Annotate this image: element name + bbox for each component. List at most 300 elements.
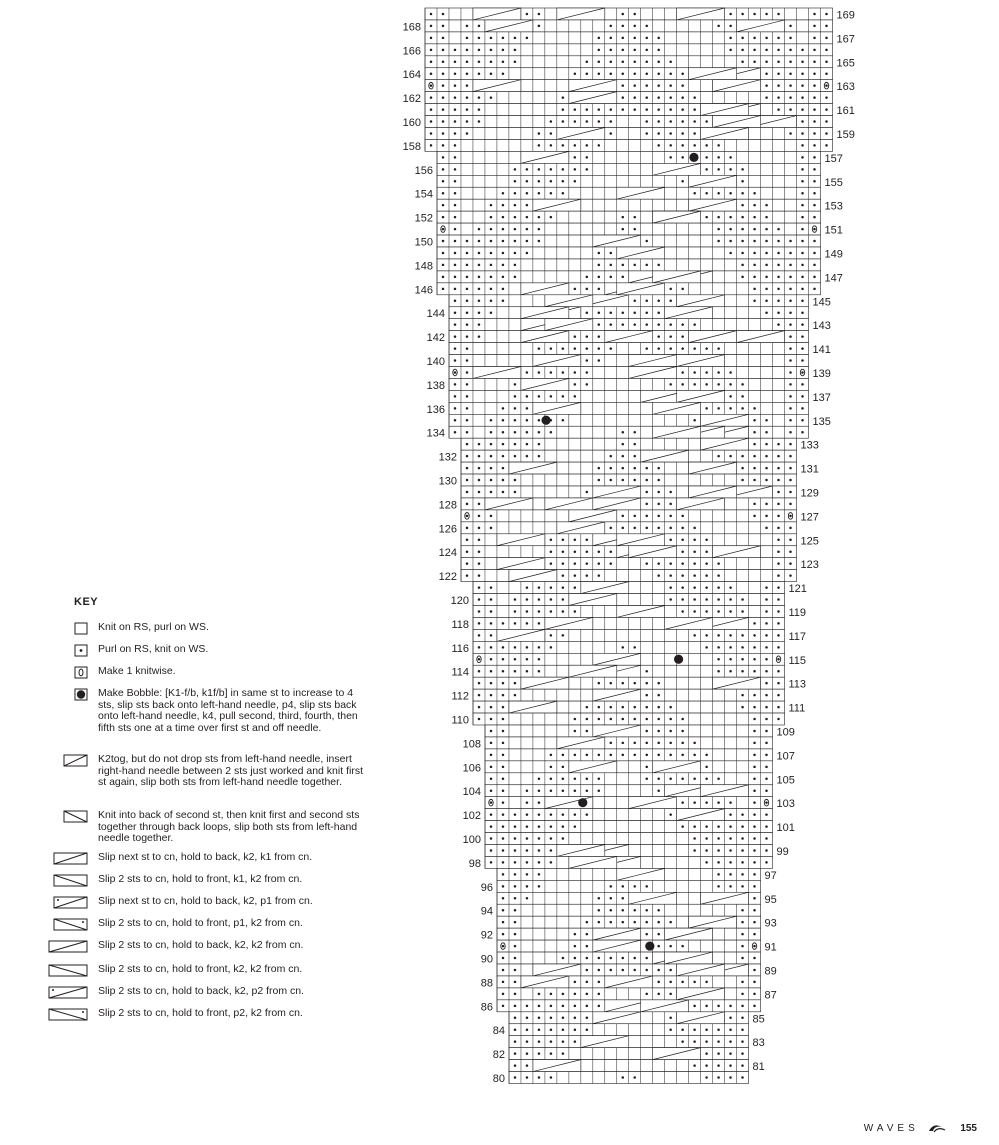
purl-dot <box>562 562 565 565</box>
purl-dot <box>562 825 565 828</box>
purl-dot <box>693 837 696 840</box>
purl-dot <box>442 72 445 75</box>
purl-dot <box>801 132 804 135</box>
purl-dot <box>514 455 517 458</box>
purl-dot <box>490 252 493 255</box>
purl-dot <box>669 84 672 87</box>
row-number-left: 148 <box>414 260 433 273</box>
row-number-right: 129 <box>800 487 819 500</box>
purl-dot <box>514 383 517 386</box>
purl-dot <box>562 634 565 637</box>
purl-dot <box>633 108 636 111</box>
purl-dot <box>813 192 816 195</box>
purl-dot <box>753 957 756 960</box>
purl-dot <box>657 718 660 721</box>
purl-dot <box>741 180 744 183</box>
purl-dot <box>598 897 601 900</box>
chart-row <box>425 8 833 20</box>
purl-dot <box>645 730 648 733</box>
purl-dot <box>765 837 768 840</box>
purl-dot <box>526 37 529 40</box>
purl-dot <box>741 407 744 410</box>
purl-dot <box>454 180 457 183</box>
purl-dot <box>765 216 768 219</box>
purl-dot <box>765 455 768 458</box>
purl-dot <box>825 108 828 111</box>
purl-dot <box>514 240 517 243</box>
purl-dot <box>622 527 625 530</box>
purl-dot <box>741 909 744 912</box>
purl-dot <box>645 323 648 326</box>
purl-dot <box>657 264 660 267</box>
purl-dot <box>526 1064 529 1067</box>
purl-dot <box>801 288 804 291</box>
chart-row <box>485 833 773 845</box>
purl-dot <box>502 837 505 840</box>
purl-dot <box>490 467 493 470</box>
purl-dot <box>657 84 660 87</box>
purl-dot <box>753 646 756 649</box>
purl-dot <box>526 658 529 661</box>
purl-dot <box>478 276 481 279</box>
purl-dot <box>490 622 493 625</box>
purl-dot <box>693 742 696 745</box>
purl-dot <box>574 550 577 553</box>
bobble-mark <box>645 941 654 950</box>
purl-dot <box>669 323 672 326</box>
purl-dot <box>586 730 589 733</box>
purl-dot <box>442 108 445 111</box>
purl-dot <box>729 610 732 613</box>
row-number-left: 96 <box>480 881 493 894</box>
purl-dot <box>526 1017 529 1020</box>
purl-dot <box>514 264 517 267</box>
purl-dot <box>538 168 541 171</box>
purl-dot <box>657 347 660 350</box>
purl-dot <box>562 789 565 792</box>
purl-dot <box>753 479 756 482</box>
purl-dot <box>693 383 696 386</box>
purl-dot <box>681 586 684 589</box>
purl-dot <box>717 885 720 888</box>
purl-dot <box>669 754 672 757</box>
purl-dot <box>765 37 768 40</box>
purl-dot <box>598 276 601 279</box>
purl-dot <box>562 96 565 99</box>
purl-dot <box>598 789 601 792</box>
purl-dot <box>681 718 684 721</box>
purl-dot <box>574 288 577 291</box>
purl-dot <box>454 288 457 291</box>
purl-dot <box>681 981 684 984</box>
row-number-left: 158 <box>402 140 421 153</box>
purl-dot <box>729 455 732 458</box>
purl-dot <box>741 455 744 458</box>
row-number-right: 101 <box>776 822 795 835</box>
purl-dot <box>454 383 457 386</box>
purl-dot <box>514 909 517 912</box>
purl-dot <box>598 335 601 338</box>
purl-dot <box>538 849 541 852</box>
chart-row <box>497 892 761 904</box>
purl-dot <box>753 778 756 781</box>
purl-dot <box>729 1028 732 1031</box>
purl-dot <box>454 228 457 231</box>
purl-dot <box>466 132 469 135</box>
purl-dot <box>741 216 744 219</box>
knit-square-icon <box>74 622 88 635</box>
purl-dot <box>478 467 481 470</box>
purl-dot <box>610 969 613 972</box>
purl-dot <box>645 72 648 75</box>
row-number-right: 83 <box>752 1037 765 1050</box>
purl-dot <box>729 228 732 231</box>
purl-dot <box>717 25 720 28</box>
purl-dot <box>801 180 804 183</box>
purl-dot <box>478 443 481 446</box>
purl-dot <box>705 646 708 649</box>
purl-dot <box>490 586 493 589</box>
purl-dot <box>633 25 636 28</box>
purl-dot <box>610 479 613 482</box>
purl-dot <box>645 300 648 303</box>
row-number-right: 103 <box>776 798 795 811</box>
purl-dot <box>454 407 457 410</box>
purl-dot <box>741 61 744 64</box>
purl-dot <box>502 849 505 852</box>
purl-dot <box>502 706 505 709</box>
purl-dot <box>502 801 505 804</box>
purl-dot <box>574 168 577 171</box>
purl-dot <box>430 120 433 123</box>
row-number-right: 139 <box>812 367 831 380</box>
purl-dot <box>741 228 744 231</box>
purl-dot <box>454 144 457 147</box>
purl-dot <box>622 718 625 721</box>
purl-dot <box>502 479 505 482</box>
chart-row <box>437 283 821 295</box>
purl-dot <box>478 646 481 649</box>
purl-dot <box>633 443 636 446</box>
purl-dot <box>753 240 756 243</box>
chart-row <box>473 617 785 629</box>
chart-row <box>485 761 773 773</box>
purl-dot <box>538 622 541 625</box>
purl-dot <box>622 276 625 279</box>
purl-dot <box>753 670 756 673</box>
purl-dot <box>765 778 768 781</box>
row-number-right: 119 <box>788 606 807 619</box>
row-number-right: 169 <box>836 9 855 22</box>
purl-dot <box>598 1005 601 1008</box>
purl-dot <box>717 383 720 386</box>
purl-dot <box>729 634 732 637</box>
purl-dot <box>645 754 648 757</box>
purl-dot <box>622 467 625 470</box>
purl-dot <box>765 503 768 506</box>
purl-dot <box>645 766 648 769</box>
purl-dot <box>813 204 816 207</box>
row-number-left: 118 <box>451 618 469 631</box>
purl-dot <box>813 49 816 52</box>
purl-dot <box>514 491 517 494</box>
purl-dot <box>598 311 601 314</box>
row-number-right: 155 <box>824 176 843 189</box>
purl-dot <box>765 419 768 422</box>
purl-dot <box>442 264 445 267</box>
purl-dot <box>669 706 672 709</box>
purl-dot <box>645 694 648 697</box>
purl-dot <box>526 216 529 219</box>
purl-dot <box>777 527 780 530</box>
purl-dot <box>765 766 768 769</box>
purl-dot <box>693 323 696 326</box>
purl-dot <box>717 634 720 637</box>
purl-dot <box>550 1017 553 1020</box>
purl-dot <box>622 957 625 960</box>
purl-dot <box>574 108 577 111</box>
purl-dot <box>586 562 589 565</box>
purl-dot <box>574 395 577 398</box>
purl-dot <box>586 371 589 374</box>
purl-dot <box>442 288 445 291</box>
purl-dot <box>669 586 672 589</box>
purl-dot <box>502 61 505 64</box>
purl-dot <box>490 37 493 40</box>
purl-dot <box>478 264 481 267</box>
purl-dot <box>825 96 828 99</box>
purl-dot <box>669 539 672 542</box>
row-number-left: 134 <box>426 427 445 440</box>
purl-dot <box>550 1028 553 1031</box>
purl-dot <box>789 61 792 64</box>
purl-dot <box>705 766 708 769</box>
purl-dot <box>478 706 481 709</box>
row-number-left: 164 <box>402 69 421 82</box>
row-number-right: 131 <box>800 463 819 476</box>
purl-dot <box>669 144 672 147</box>
purl-dot <box>550 598 553 601</box>
purl-dot <box>789 574 792 577</box>
purl-dot <box>645 957 648 960</box>
purl-dot <box>741 276 744 279</box>
purl-dot <box>789 479 792 482</box>
purl-dot <box>633 1076 636 1079</box>
purl-dot <box>526 395 529 398</box>
purl-dot <box>693 108 696 111</box>
purl-dot <box>562 754 565 757</box>
make-one-icon <box>74 666 88 679</box>
purl-dot <box>705 144 708 147</box>
purl-dot <box>562 837 565 840</box>
purl-dot <box>729 586 732 589</box>
chart-row <box>449 402 809 414</box>
chart-row <box>425 116 833 128</box>
purl-dot <box>717 216 720 219</box>
purl-dot <box>693 96 696 99</box>
purl-dot <box>454 264 457 267</box>
purl-dot <box>574 789 577 792</box>
chart-row <box>473 653 785 665</box>
purl-dot <box>610 347 613 350</box>
key-item-text: Slip 2 sts to cn, hold to back, k2, k2 from cn. <box>98 939 304 951</box>
purl-dot <box>681 347 684 350</box>
key-item-text: Slip 2 sts to cn, hold to front, k1, k2 from cn. <box>98 873 303 885</box>
chart-row <box>449 319 809 331</box>
purl-dot <box>705 586 708 589</box>
purl-dot <box>777 598 780 601</box>
purl-dot <box>610 49 613 52</box>
page-footer <box>864 1123 977 1134</box>
purl-dot <box>490 515 493 518</box>
purl-dot <box>777 323 780 326</box>
purl-dot <box>502 276 505 279</box>
chart-row <box>509 1072 749 1084</box>
purl-dot <box>598 120 601 123</box>
chart-row <box>461 570 797 582</box>
purl-dot <box>502 754 505 757</box>
purl-dot <box>586 276 589 279</box>
purl-dot <box>717 455 720 458</box>
purl-dot <box>586 383 589 386</box>
purl-dot <box>610 885 613 888</box>
row-number-right: 115 <box>788 654 807 667</box>
purl-dot <box>502 252 505 255</box>
row-number-left: 116 <box>451 642 469 655</box>
purl-dot <box>681 527 684 530</box>
purl-dot <box>562 371 565 374</box>
purl-dot <box>490 479 493 482</box>
purl-dot <box>753 37 756 40</box>
purl-dot <box>610 108 613 111</box>
purl-dot <box>550 431 553 434</box>
purl-dot <box>574 120 577 123</box>
purl-dot <box>645 467 648 470</box>
purl-dot <box>514 1005 517 1008</box>
purl-dot <box>657 300 660 303</box>
purl-dot <box>610 909 613 912</box>
purl-dot <box>669 945 672 948</box>
purl-dot <box>538 789 541 792</box>
purl-dot <box>681 156 684 159</box>
purl-dot <box>574 813 577 816</box>
purl-dot <box>753 945 756 948</box>
purl-dot <box>478 61 481 64</box>
purl-dot <box>478 634 481 637</box>
k2tog-twist-icon <box>63 754 88 767</box>
purl-dot <box>586 993 589 996</box>
purl-dot <box>669 383 672 386</box>
purl-dot <box>442 61 445 64</box>
purl-dot <box>526 443 529 446</box>
purl-dot <box>765 13 768 16</box>
purl-dot <box>765 801 768 804</box>
purl-dot <box>693 981 696 984</box>
purl-dot <box>610 25 613 28</box>
purl-dot <box>514 933 517 936</box>
purl-dot <box>765 288 768 291</box>
purl-dot <box>526 371 529 374</box>
purl-dot <box>514 610 517 613</box>
purl-dot <box>705 407 708 410</box>
chart-row <box>437 235 821 247</box>
purl-dot <box>693 1064 696 1067</box>
chart-row <box>425 20 833 32</box>
purl-dot <box>705 1076 708 1079</box>
purl-dot <box>729 658 732 661</box>
purl-dot <box>801 407 804 410</box>
chart-row <box>425 104 833 116</box>
cable-2-2-left-icon <box>48 964 88 977</box>
purl-dot <box>633 646 636 649</box>
purl-dot <box>825 120 828 123</box>
purl-dot <box>514 419 517 422</box>
chart-row <box>437 151 821 163</box>
row-number-left: 166 <box>402 45 421 58</box>
purl-dot <box>466 37 469 40</box>
purl-dot <box>574 945 577 948</box>
purl-dot <box>777 574 780 577</box>
purl-dot <box>538 132 541 135</box>
back-loop-twist-icon <box>63 810 88 823</box>
purl-dot <box>466 503 469 506</box>
purl-dot <box>490 216 493 219</box>
purl-dot <box>502 718 505 721</box>
purl-dot <box>526 849 529 852</box>
purl-dot <box>741 658 744 661</box>
purl-dot <box>442 228 445 231</box>
purl-dot <box>514 276 517 279</box>
purl-dot <box>669 120 672 123</box>
purl-dot <box>753 216 756 219</box>
purl-dot <box>789 539 792 542</box>
purl-dot <box>490 527 493 530</box>
purl-dot <box>789 407 792 410</box>
purl-dot <box>765 730 768 733</box>
purl-dot <box>657 933 660 936</box>
bobble-icon <box>74 688 88 701</box>
purl-dot <box>825 72 828 75</box>
purl-dot <box>729 13 732 16</box>
purl-dot <box>514 694 517 697</box>
purl-dot <box>454 72 457 75</box>
bobble-mark <box>578 798 587 807</box>
purl-dot <box>705 837 708 840</box>
purl-dot <box>741 1040 744 1043</box>
purl-dot <box>442 37 445 40</box>
purl-dot <box>514 1052 517 1055</box>
purl-dot <box>729 37 732 40</box>
purl-dot <box>610 742 613 745</box>
purl-dot <box>442 25 445 28</box>
purl-dot <box>442 276 445 279</box>
purl-dot <box>801 108 804 111</box>
chart-row <box>509 1048 749 1060</box>
row-number-right: 127 <box>800 511 819 524</box>
purl-dot <box>657 144 660 147</box>
purl-dot <box>753 634 756 637</box>
purl-dot <box>717 407 720 410</box>
purl-dot <box>490 311 493 314</box>
chart-row <box>485 773 773 785</box>
row-number-left: 152 <box>414 212 433 225</box>
purl-dot <box>765 694 768 697</box>
purl-dot <box>681 515 684 518</box>
purl-dot <box>669 300 672 303</box>
purl-dot <box>681 574 684 577</box>
purl-dot <box>741 849 744 852</box>
purl-dot <box>645 311 648 314</box>
